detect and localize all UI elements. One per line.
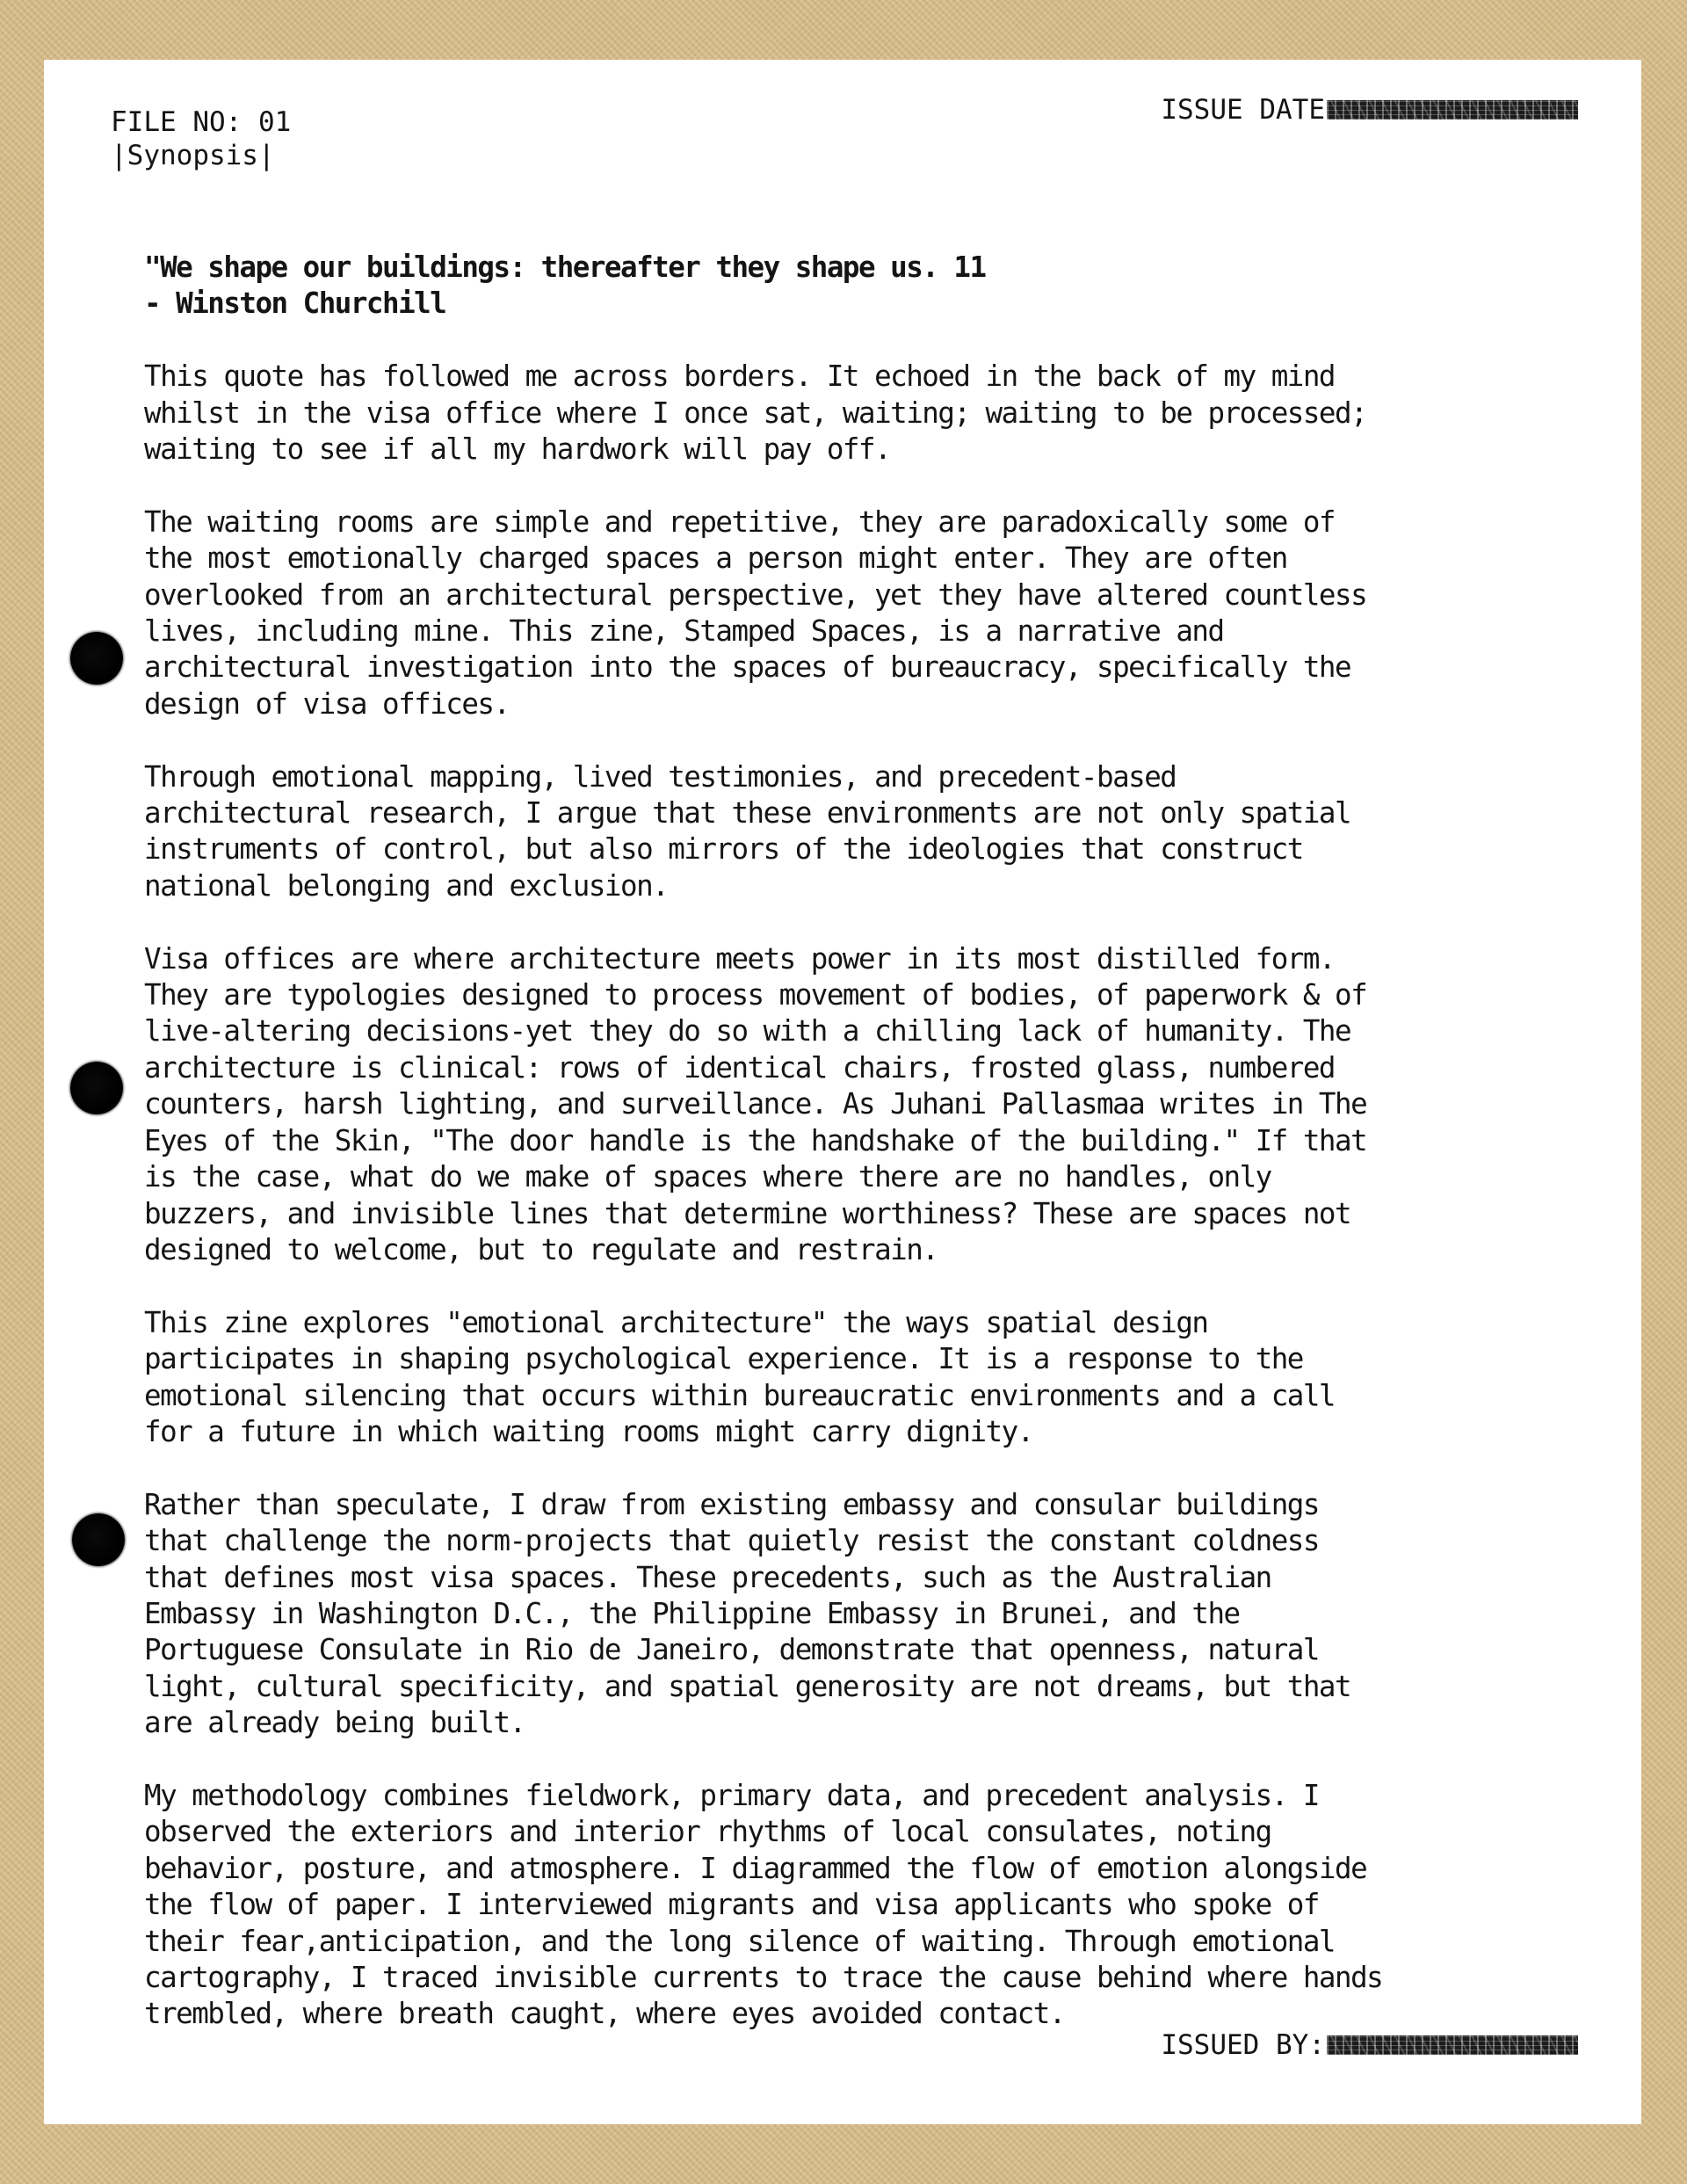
paragraph-3 xyxy=(144,759,1629,905)
text-line: Eyes of the Skin, "The door handle is the handshake of the building." If that xyxy=(144,1123,1367,1157)
issued-by-label: ISSUED BY: xyxy=(1161,2029,1325,2061)
issue-date xyxy=(1161,93,1578,127)
file-header xyxy=(111,105,291,172)
text-line: This zine explores "emotional architecture" the ways spatial design xyxy=(144,1305,1208,1339)
text-line: Visa offices are where architecture meets power in its most distilled form. xyxy=(144,941,1335,976)
text-line: light, cultural specificity, and spatial generosity are not dreams, but that xyxy=(144,1669,1351,1703)
text-line: observed the exteriors and interior rhythms of local consulates, noting xyxy=(144,1815,1271,1849)
paragraph-4 xyxy=(144,941,1629,1269)
text-line: are already being built. xyxy=(144,1706,525,1740)
text-line: architectural research, I argue that these environments are not only spatial xyxy=(144,796,1351,831)
paragraph-7 xyxy=(144,1778,1629,2033)
redaction-bar xyxy=(1327,2035,1578,2055)
text-line: national belonging and exclusion. xyxy=(144,868,669,903)
text-line: is the case, what do we make of spaces where there are no handles, only xyxy=(144,1160,1271,1194)
text-line: whilst in the visa office where I once sat, waiting; waiting to be processed; xyxy=(144,395,1367,430)
text-line: for a future in which waiting rooms might carry dignity. xyxy=(144,1414,1033,1448)
text-line: participates in shaping psychological experience. It is a response to the xyxy=(144,1342,1303,1376)
text-line: emotional silencing that occurs within bureaucratic environments and a call xyxy=(144,1378,1335,1412)
text-line: buzzers, and invisible lines that determine worthiness? These are spaces not xyxy=(144,1196,1351,1230)
text-line: instruments of control, but also mirrors of the ideologies that construct xyxy=(144,832,1303,867)
text-line: architectural investigation into the spaces of bureaucracy, specifically the xyxy=(144,650,1351,685)
text-line: Portuguese Consulate in Rio de Janeiro, demonstrate that openness, natural xyxy=(144,1633,1319,1667)
quote-attribution: - Winston Churchill xyxy=(144,287,446,321)
issued-by xyxy=(1161,2028,1578,2062)
text-line: This quote has followed me across borders. It echoed in the back of my mind xyxy=(144,359,1335,394)
text-line: Embassy in Washington D.C., the Philippine Embassy in Brunei, and the xyxy=(144,1596,1240,1630)
file-number: FILE NO: 01 xyxy=(111,106,292,138)
text-line: architecture is clinical: rows of identical chairs, frosted glass, numbered xyxy=(144,1050,1335,1085)
punch-hole xyxy=(72,1513,125,1566)
text-line: My methodology combines fieldwork, primary data, and precedent analysis. I xyxy=(144,1778,1319,1812)
section-label: |Synopsis| xyxy=(111,140,275,171)
text-line: The waiting rooms are simple and repetitive, they are paradoxically some of xyxy=(144,504,1335,539)
text-line: trembled, where breath caught, where eyes avoided contact. xyxy=(144,1997,1065,2031)
paragraph-6 xyxy=(144,1487,1629,1742)
text-line: lives, including mine. This zine, Stamped Spaces, is a narrative and xyxy=(144,614,1224,649)
punch-hole xyxy=(70,632,123,685)
text-line: counters, harsh lighting, and surveillance. As Juhani Pallasmaa writes in The xyxy=(144,1087,1367,1121)
text-line: that challenge the norm-projects that quietly resist the constant coldness xyxy=(144,1524,1319,1558)
text-line: live-altering decisions-yet they do so with a chilling lack of humanity. The xyxy=(144,1014,1351,1048)
epigraph-quote xyxy=(144,250,1629,323)
text-line: that defines most visa spaces. These precedents, such as the Australian xyxy=(144,1560,1271,1594)
text-line: the most emotionally charged spaces a person might enter. They are often xyxy=(144,541,1287,576)
text-line: They are typologies designed to process movement of bodies, of paperwork & of xyxy=(144,978,1367,1012)
quote-line: "We shape our buildings: thereafter they shape us. 11 xyxy=(144,250,986,284)
text-line: Through emotional mapping, lived testimonies, and precedent-based xyxy=(144,759,1177,794)
text-line: the flow of paper. I interviewed migrants and visa applicants who spoke of xyxy=(144,1888,1319,1922)
issue-date-label: ISSUE DATE xyxy=(1161,94,1325,126)
text-line: design of visa offices. xyxy=(144,686,510,721)
paragraph-5 xyxy=(144,1305,1629,1451)
text-line: Rather than speculate, I draw from existing embassy and consular buildings xyxy=(144,1487,1319,1521)
paragraph-1 xyxy=(144,359,1629,468)
text-line: overlooked from an architectural perspective, yet they have altered countless xyxy=(144,577,1367,612)
text-line: their fear,anticipation, and the long silence of waiting. Through emotional xyxy=(144,1924,1335,1958)
text-line: designed to welcome, but to regulate and restrain. xyxy=(144,1232,938,1266)
text-line: cartography, I traced invisible currents to trace the cause behind where hands xyxy=(144,1960,1383,1994)
synopsis-body xyxy=(144,250,1629,2033)
punch-hole xyxy=(70,1062,123,1114)
text-line: waiting to see if all my hardwork will pay off. xyxy=(144,432,891,467)
text-line: behavior, posture, and atmosphere. I diagrammed the flow of emotion alongside xyxy=(144,1851,1367,1885)
redaction-bar xyxy=(1327,100,1578,120)
paragraph-2 xyxy=(144,504,1629,722)
document-page xyxy=(44,60,1641,2124)
